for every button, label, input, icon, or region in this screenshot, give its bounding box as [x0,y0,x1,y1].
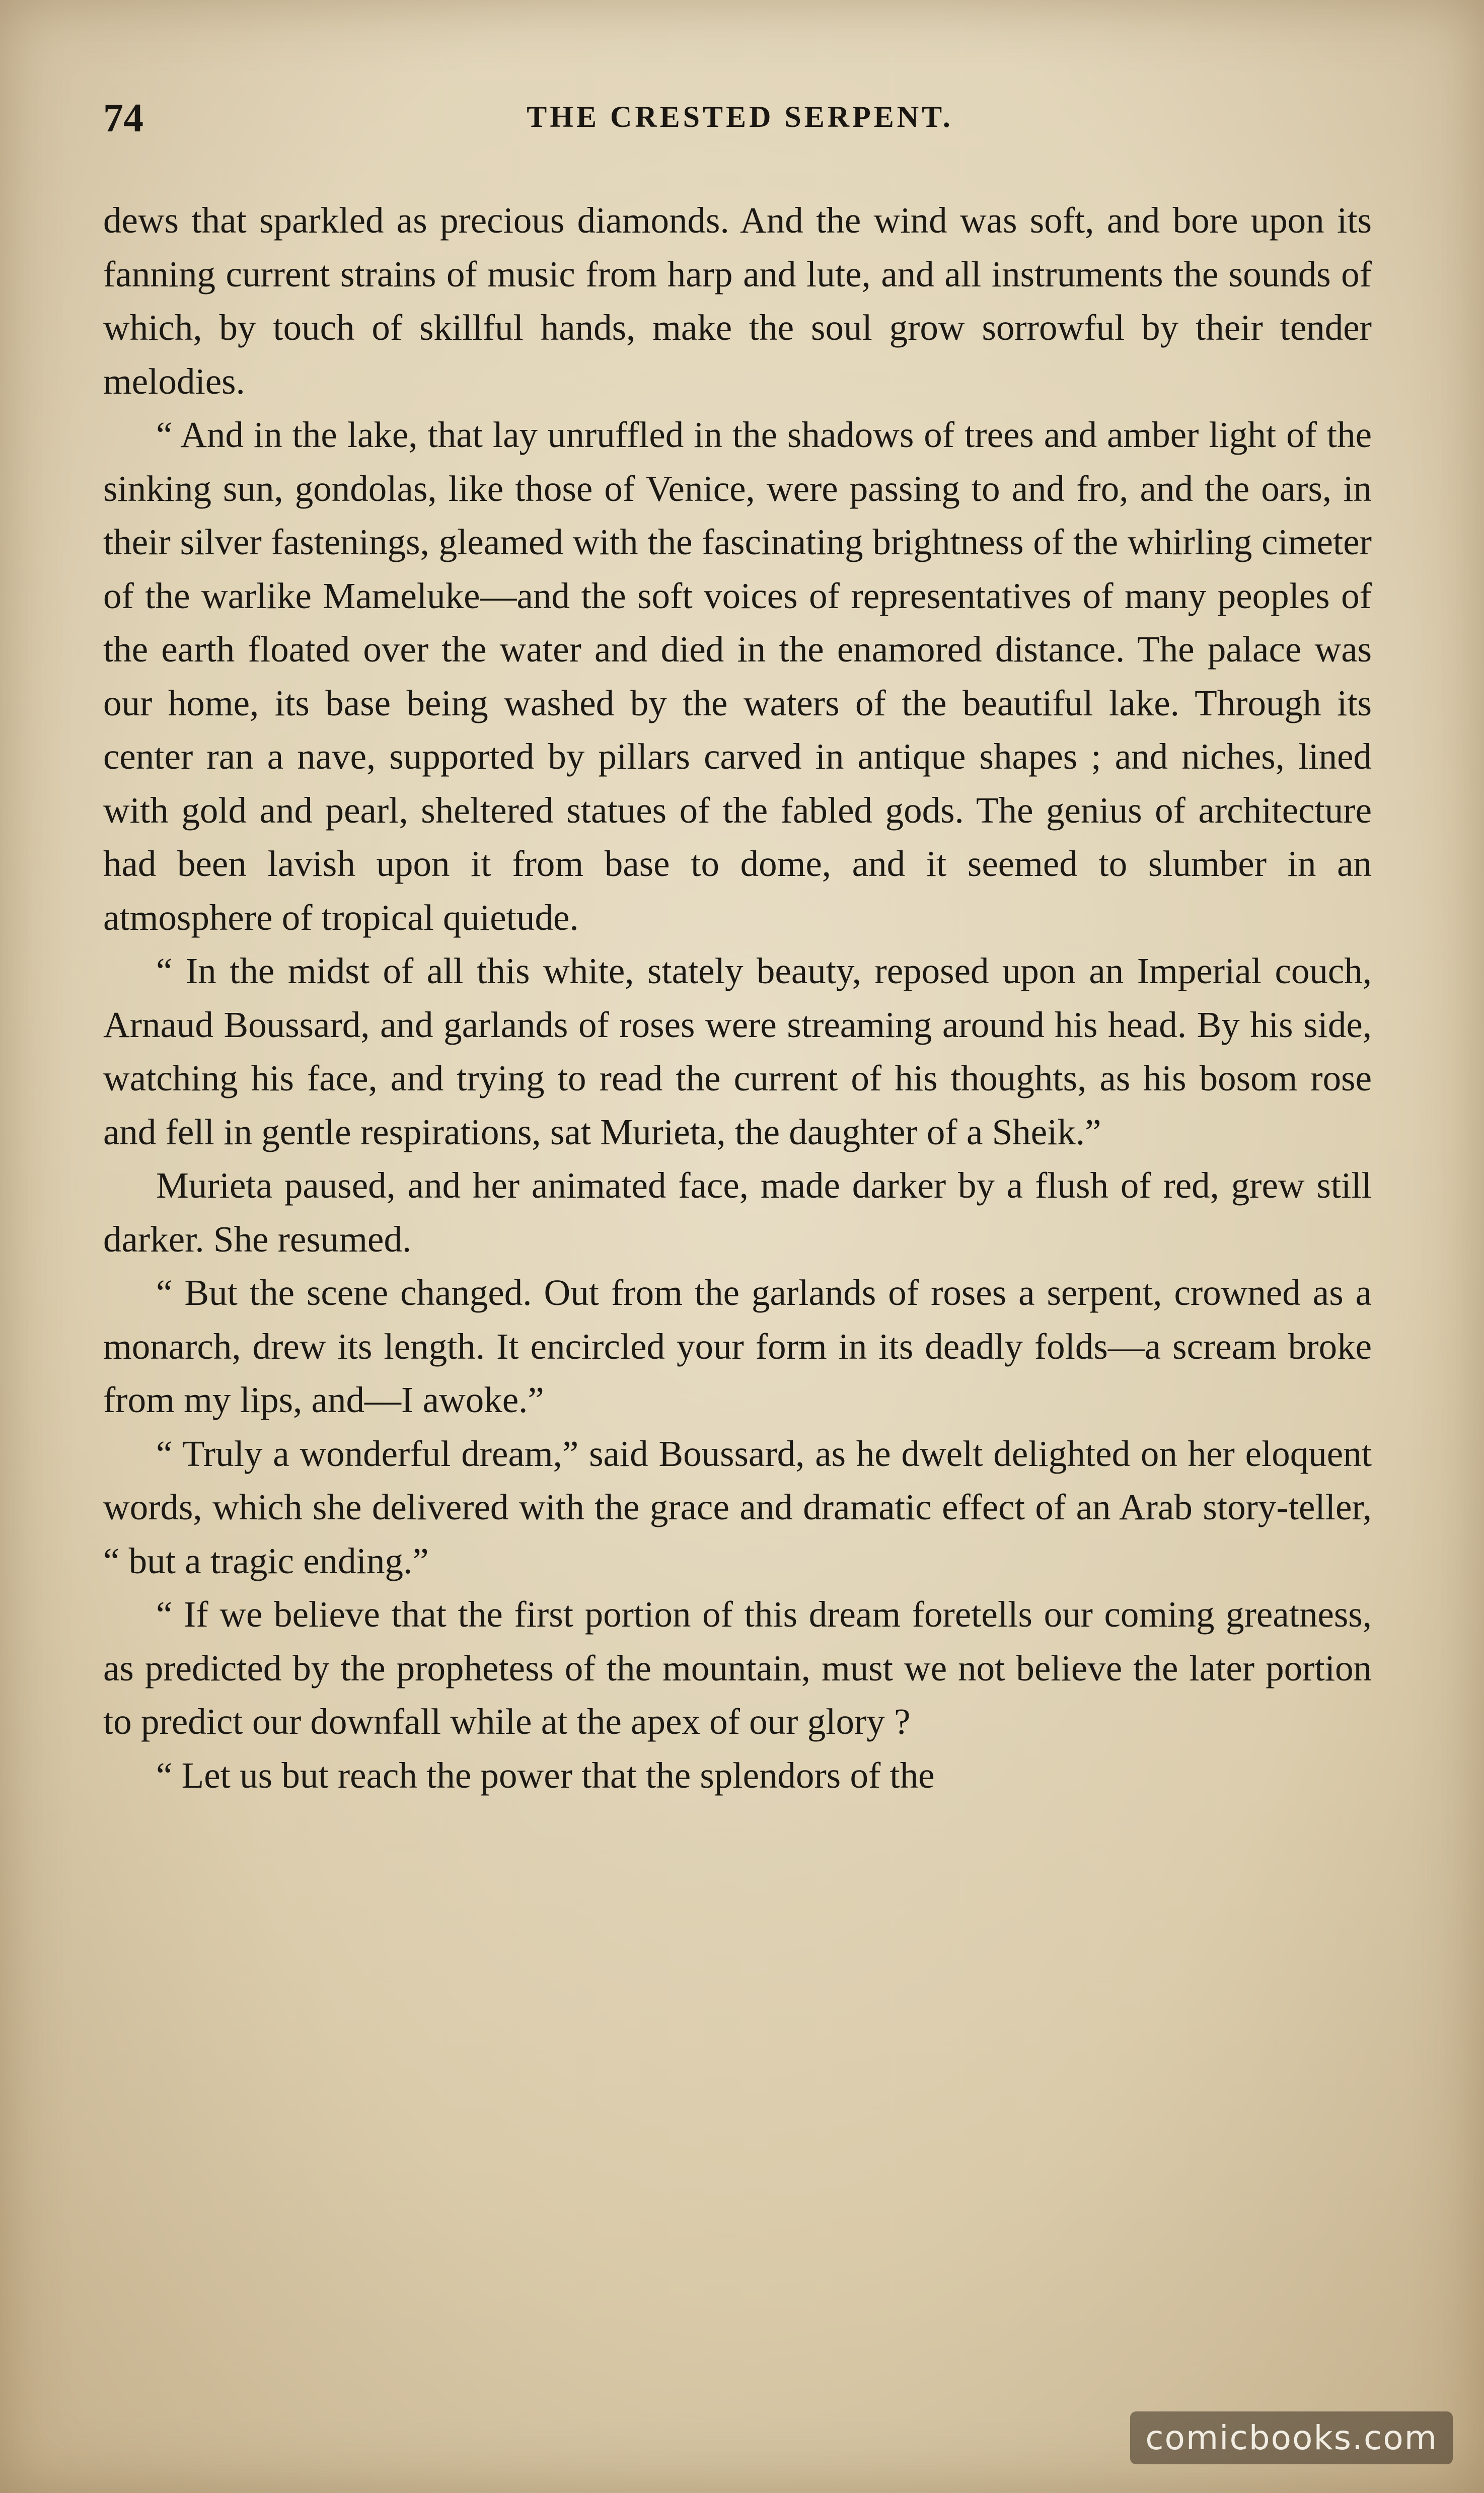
watermark: comicbooks.com [1130,2411,1453,2464]
paragraph: “ If we believe that the first portion of this dream foretells our coming greatness, as predicted by the prophetess of the mountain, must we not believe the later portion to predict our downfall while at the apex of our glory ? [103,1594,1372,1742]
paragraph: “ Truly a wonderful dream,” said Boussard, as he dwelt delighted on her eloquent words, which she delivered with the grace and dramatic effect of an Arab story-teller, “ but a tragic ending.” [103,1433,1372,1581]
page-number: 74 [103,96,143,140]
paragraph: Murieta paused, and her animated face, made darker by a flush of red, grew still darker. She resumed. [103,1165,1372,1260]
paragraph: “ Let us but reach the power that the splendors of the [156,1754,935,1796]
paragraph: “ In the midst of all this white, stately beauty, reposed upon an Imperial couch, Arnaud Boussard, and garlands of roses were streaming around his head. By his side, watching his face, and trying to read the current of his thoughts, as his bosom rose and fell in gentle respirations, sat Murieta, the daughter of a Sheik.” [103,950,1372,1152]
paragraph: “ And in the lake, that lay unruffled in the shadows of trees and amber light of the sinking sun, gondolas, like those of Venice, were passing to and fro, and the oars, in their silver fastenings, gleamed with the fascinating brightness of the whirling cimeter of the warlike Mameluke—and the soft voices of representatives of many peoples of the earth floated over the water and died in the enamored distance. The palace was our home, its base being washed by the waters of the beautiful lake. Through its center ran a nave, supported by pillars carved in antique shapes ; and niches, lined with gold and pearl, sheltered statues of the fabled gods. The genius of architecture had been lavish upon it from base to dome, and it seemed to slumber in an atmosphere of tropical quietude. [103,414,1372,938]
running-head: THE CRESTED SERPENT. [527,100,953,133]
paragraph: dews that sparkled as precious diamonds. And the wind was soft, and bore upon its fanning current strains of music from harp and lute, and all instruments the sounds of which, by touch of skillful hands, make the soul grow sorrowful by their tender melodies. [103,200,1372,402]
body-text [103,194,1372,1802]
paragraph: “ But the scene changed. Out from the garlands of roses a serpent, crowned as a monarch, drew its length. It encircled your form in its deadly folds—a scream broke from my lips, and—I awoke.” [103,1272,1372,1420]
page-header [103,91,1377,151]
